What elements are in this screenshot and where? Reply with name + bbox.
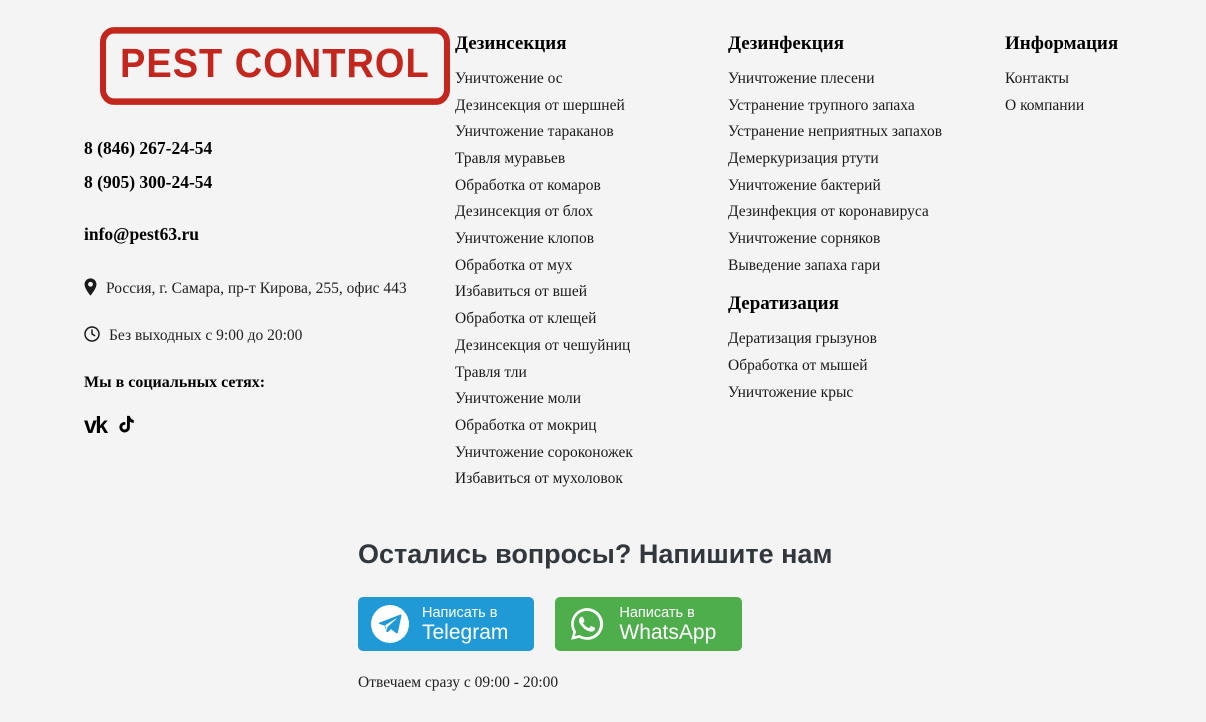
tiktok-icon[interactable]	[117, 414, 137, 436]
nav-link[interactable]: Уничтожение бактерий	[728, 176, 881, 194]
nav-link[interactable]: Дезинфекция от коронавируса	[728, 203, 929, 221]
whatsapp-button[interactable]	[555, 597, 742, 651]
cta-buttons	[358, 597, 1206, 651]
whatsapp-button-label: Написать в WhatsApp	[619, 604, 717, 644]
nav-link[interactable]: Обработка от мокриц	[455, 416, 597, 434]
nav-link[interactable]: Избавиться от вшей	[455, 283, 588, 301]
hours-text: Без выходных с 9:00 до 20:00	[109, 327, 303, 345]
nav-column-1	[455, 30, 728, 493]
nav-link[interactable]: Уничтожение крыс	[728, 383, 854, 401]
nav-link[interactable]: Дезинсекция от чешуйниц	[455, 336, 631, 354]
phone-number-1[interactable]: 8 (846) 267-24-54	[84, 137, 213, 158]
nav-link[interactable]: Устранение неприятных запахов	[728, 123, 943, 141]
nav-link[interactable]: Уничтожение плесени	[728, 69, 875, 87]
telegram-plane-icon	[371, 605, 409, 643]
nav-link[interactable]: Уничтожение ос	[455, 69, 563, 87]
telegram-button[interactable]	[358, 597, 534, 651]
nav-section-title: Дезинфекция	[728, 33, 844, 54]
clock-icon	[84, 326, 100, 347]
nav-link[interactable]: Уничтожение клопов	[455, 230, 595, 248]
nav-section-title: Информация	[1005, 33, 1119, 54]
address-text: Россия, г. Самара, пр-т Кирова, 255, офис 443	[106, 280, 407, 298]
pest-control-logo[interactable]: PEST CONTROL	[100, 27, 450, 105]
social-icons	[84, 411, 455, 438]
nav-link[interactable]: Контакты	[1005, 69, 1069, 87]
whatsapp-icon	[568, 605, 606, 643]
cta-note: Отвечаем сразу с 09:00 - 20:00	[358, 674, 559, 692]
vk-icon[interactable]: vk	[84, 411, 107, 438]
nav-link[interactable]: Избавиться от мухоловок	[455, 470, 623, 488]
email-link[interactable]: info@pest63.ru	[84, 223, 199, 244]
telegram-button-label: Написать в Telegram	[422, 604, 509, 644]
nav-column-2	[728, 30, 1005, 493]
nav-link[interactable]: Дезинсекция от шершней	[455, 96, 625, 114]
nav-link[interactable]: Обработка от мух	[455, 256, 573, 274]
nav-section-title: Дератизация	[728, 293, 839, 315]
nav-link[interactable]: О компании	[1005, 96, 1085, 114]
social-title: Мы в социальных сетях:	[84, 373, 266, 391]
nav-section-title: Дезинсекция	[455, 33, 567, 54]
nav-link[interactable]: Обработка от комаров	[455, 176, 601, 194]
cta-title: Остались вопросы? Напишите нам	[358, 539, 833, 570]
nav-link[interactable]: Уничтожение моли	[455, 390, 582, 408]
nav-link[interactable]: Уничтожение тараканов	[455, 123, 614, 141]
address-row	[84, 278, 455, 301]
nav-link[interactable]: Уничтожение сороконожек	[455, 443, 633, 461]
nav-link[interactable]: Демеркуризация ртути	[728, 149, 879, 167]
nav-link[interactable]: Выведение запаха гари	[728, 256, 881, 274]
location-pin-icon	[84, 278, 97, 301]
phone-number-2[interactable]: 8 (905) 300-24-54	[84, 172, 213, 193]
nav-link[interactable]: Обработка от клещей	[455, 310, 597, 328]
nav-link[interactable]: Дезинсекция от блох	[455, 203, 594, 221]
cta-section	[0, 493, 1206, 692]
nav-link[interactable]: Травля муравьев	[455, 149, 566, 167]
nav-link[interactable]: Травля тли	[455, 363, 527, 381]
nav-link[interactable]: Уничтожение сорняков	[728, 230, 881, 248]
nav-column-3	[1005, 30, 1186, 493]
contact-column	[84, 30, 455, 493]
nav-link[interactable]: Дератизация грызунов	[728, 330, 877, 348]
hours-row	[84, 326, 455, 347]
nav-link[interactable]: Обработка от мышей	[728, 356, 868, 374]
nav-link[interactable]: Устранение трупного запаха	[728, 96, 915, 114]
